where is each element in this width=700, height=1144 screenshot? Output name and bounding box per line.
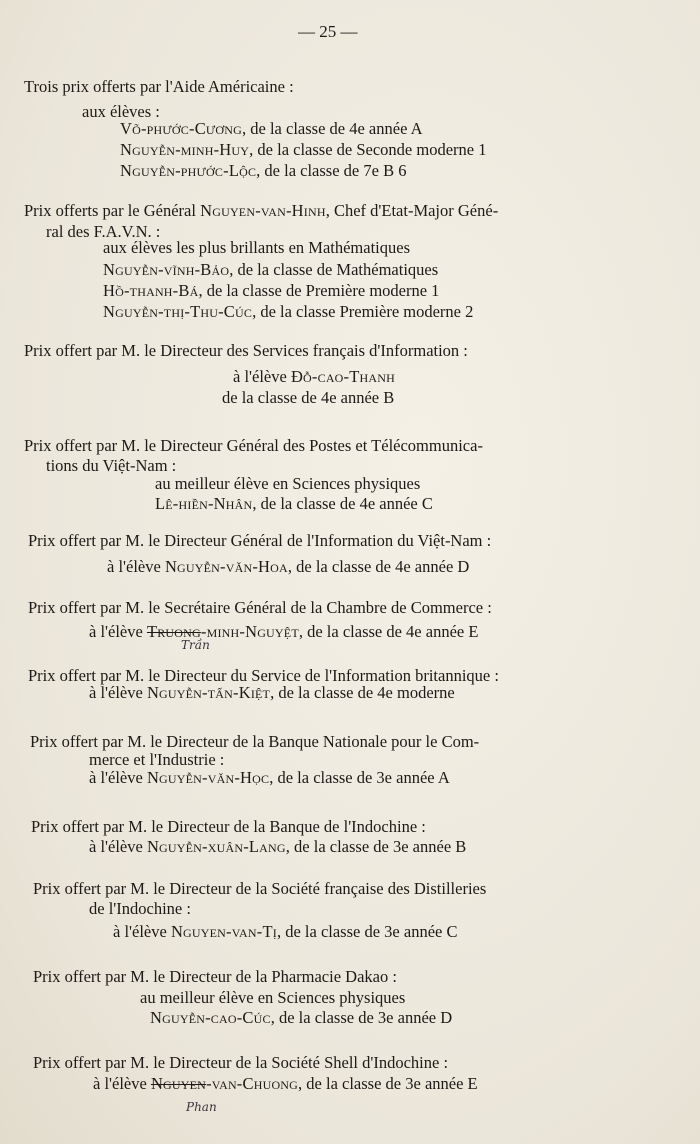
text-line: Prix offerts par le Général Nguyen-van-Hinh, Chef d'Etat-Major Géné- (24, 201, 499, 220)
student-name: Đỗ-cao-Thanh (290, 367, 395, 386)
person-name: Nguyen-van-Hinh (200, 201, 326, 220)
text-line (103, 302, 473, 322)
text-line: à l'élève Đỗ-cao-Thanh (233, 367, 395, 386)
text-line: de l'Indochine : (89, 899, 191, 918)
text-line: Trois prix offerts par l'Aide Américaine : (24, 77, 294, 96)
handwritten-correction: Trần (181, 638, 210, 652)
text-line (120, 140, 486, 160)
text-line (120, 119, 423, 139)
class-info: , de la classe de 4e année C (252, 494, 433, 513)
text-line (150, 1008, 452, 1028)
text-line: à l'élève Nguyễn-tấn-Kiệt, de la classe de 4e moderne (89, 683, 455, 702)
struck-name: Nguyen (150, 1074, 207, 1093)
student-name: -minh-Nguyệt (200, 622, 299, 641)
text-line: tions du Việt-Nam : (46, 456, 177, 475)
text-line: Prix offert par M. le Directeur des Services français d'Information : (24, 341, 468, 360)
text-line: aux élèves : (82, 102, 160, 121)
text-line: Prix offert par M. le Directeur de la Société Shell d'Indochine : (33, 1053, 449, 1072)
student-name: Lê-hiền-Nhân (155, 494, 253, 513)
text-line (103, 281, 439, 301)
text-line: à l'élève Nguyen-van-Tị, de la classe de 3e année C (113, 922, 458, 941)
student-name: Nguyễn-văn-Hoa (164, 557, 288, 576)
text-line (120, 161, 406, 181)
text-line: Prix offert par M. le Directeur du Service de l'Information britannique : (28, 666, 499, 685)
text-line: à l'élève Truong-minh-Nguyệt, de la classe de 4e année E (89, 622, 479, 641)
student-name: -van-Chuong (206, 1074, 299, 1093)
text-line: Prix offert par M. le Directeur de la Société française des Distilleries (33, 879, 487, 898)
class-info: , de la classe de Mathématiques (229, 260, 439, 279)
page-number: — 25 — (298, 22, 358, 41)
class-info: , de la classe de 4e année A (242, 119, 423, 138)
text-line: Prix offert par M. le Directeur de la Banque Nationale pour le Com- (30, 732, 480, 751)
student-name: Hồ-thanh-Bá (103, 281, 199, 300)
class-info: , de la classe Première moderne 2 (252, 302, 474, 321)
student-name: Nguyễn-thị-Thu-Cúc (103, 302, 253, 321)
text-line: Prix offert par M. le Secrétaire Général de la Chambre de Commerce : (28, 598, 492, 617)
text-line: Prix offert par M. le Directeur Général des Postes et Télécommunica- (24, 436, 483, 455)
text-line (103, 260, 438, 280)
text-line: à l'élève Nguyen-van-Chuong, de la classe de 3e année E (93, 1074, 478, 1093)
text-line (155, 494, 433, 514)
text-line: aux élèves les plus brillants en Mathématiques (103, 238, 411, 257)
text-line: au meilleur élève en Sciences physiques (155, 474, 421, 493)
class-info: , de la classe de Seconde moderne 1 (249, 140, 487, 159)
struck-name: Truong (146, 622, 201, 641)
student-name: Võ-phước-Cương (120, 119, 243, 138)
text-line: de la classe de 4e année B (222, 388, 395, 407)
student-name: Nguyễn-văn-Học (146, 768, 270, 787)
text-line: Prix offert par M. le Directeur de la Pharmacie Dakao : (33, 967, 397, 986)
class-info: , de la classe de Première moderne 1 (198, 281, 440, 300)
text-line: au meilleur élève en Sciences physiques (140, 988, 406, 1007)
student-name: Nguyen-van-Tị (170, 922, 277, 941)
student-name: Nguyễn-minh-Huy (120, 140, 250, 159)
text-line: ral des F.A.V.N. : (46, 222, 161, 241)
student-name: Nguyễn-tấn-Kiệt (146, 683, 271, 702)
student-name: Nguyễn-phước-Lộc (120, 161, 257, 180)
student-name: Nguyễn-vĩnh-Bảo (103, 260, 230, 279)
text-line: à l'élève Nguyễn-xuân-Lang, de la classe de 3e année B (89, 837, 467, 856)
handwritten-correction: Phan (186, 1100, 217, 1114)
class-info: , de la classe de 7e B 6 (256, 161, 407, 180)
student-name: Nguyễn-xuân-Lang (146, 837, 286, 856)
text-line: merce et l'Industrie : (89, 750, 225, 769)
text-line: Prix offert par M. le Directeur Général de l'Information du Việt-Nam : (28, 531, 492, 550)
text-line: à l'élève Nguyễn-văn-Học, de la classe de 3e année A (89, 768, 450, 787)
text-line: à l'élève Nguyễn-văn-Hoa, de la classe de 4e année D (107, 557, 470, 576)
text-line: Prix offert par M. le Directeur de la Banque de l'Indochine : (31, 817, 426, 836)
class-info: , de la classe de 3e année D (270, 1008, 453, 1027)
student-name: Nguyễn-cao-Cúc (150, 1008, 271, 1027)
